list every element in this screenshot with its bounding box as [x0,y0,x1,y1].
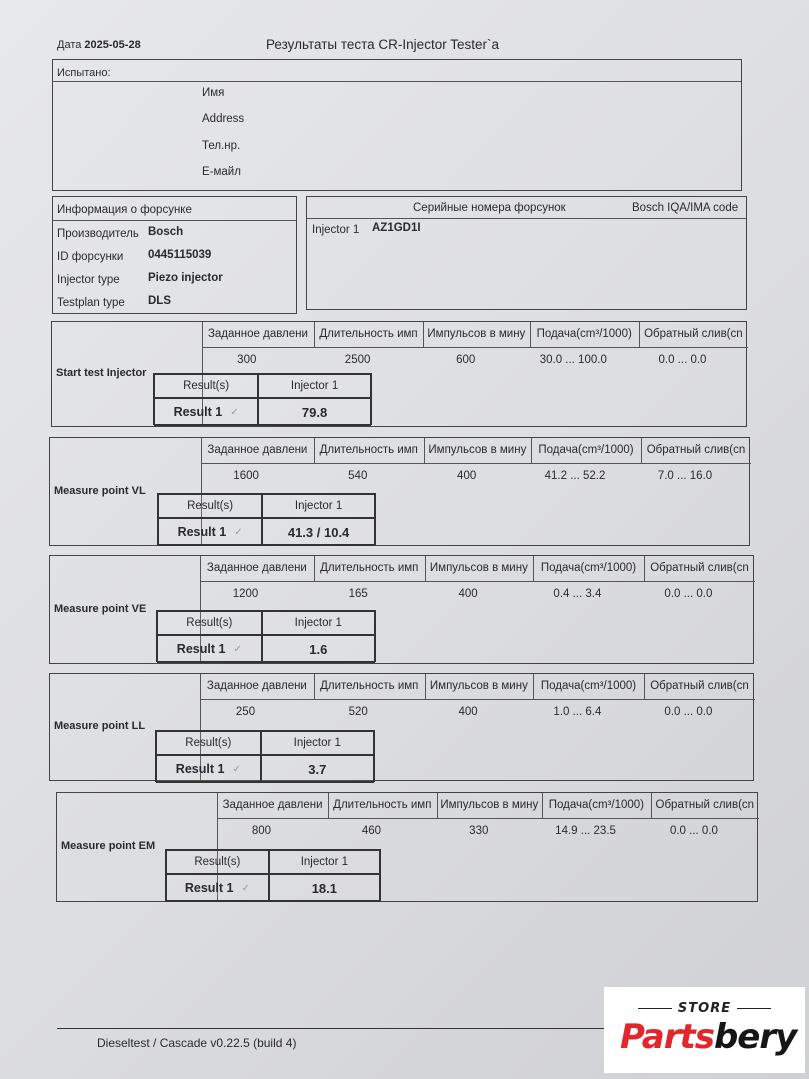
serials-code-title: Bosch IQA/IMA code [632,202,739,214]
result-label [156,755,261,783]
column-value-return: 0.0 ... 0.0 [658,354,707,366]
column-header: Импульсов в мину [427,328,526,340]
column-value-delivery: 41.2 ... 52.2 [544,470,606,482]
column-header: Длительность имп [319,328,418,340]
date-label: Дата [57,39,82,51]
result-value: 3.7 [261,755,374,783]
check-icon: ✓ [233,643,242,655]
result-label-text: Result 1 [175,762,225,776]
tested-field-email: E-майл [202,166,241,178]
column-header: Длительность имп [333,799,432,811]
tested-field-address: Address [202,113,245,125]
column-header: Заданное давлени [207,328,308,340]
test-header-divider [200,699,755,700]
test-header-divider [200,581,755,582]
column-header: Подача(cm³/1000) [548,799,644,811]
logo-store-text: STORE [604,1001,805,1016]
result-value: 1.6 [262,635,375,663]
result-value: 41.3 / 10.4 [262,518,375,546]
check-icon: ✓ [241,882,250,894]
column-header: Длительность имп [320,562,419,574]
result-label [158,518,262,546]
column-value-pressure: 250 [235,706,256,718]
column-value-return: 0.0 ... 0.0 [669,825,718,837]
footer-text: Dieseltest / Cascade v0.22.5 (build 4) [97,1036,297,1050]
test-name: Measure point EM [61,840,156,852]
serials-injector-label: Injector 1 [312,224,360,236]
result-header: Result(s) [166,850,269,874]
column-value-pulses: 600 [456,354,476,366]
date-value: 2025-05-28 [84,39,141,51]
column-header: Обратный слив(cn [650,680,749,692]
result-label [154,398,258,426]
logo-wordmark [620,1017,796,1057]
column-value-pulses: 400 [458,706,478,718]
column-value-duration: 460 [361,825,382,837]
result-label-text: Result 1 [176,642,226,656]
column-value-return: 0.0 ... 0.0 [664,588,713,600]
check-icon: ✓ [230,406,239,418]
result-label [157,635,262,663]
column-header: Подача(cm³/1000) [536,328,632,340]
test-block [49,555,754,664]
info-label-id: ID форсунки [57,251,124,263]
result-value: 79.8 [258,398,371,426]
check-icon: ✓ [234,526,243,538]
test-header-divider [202,347,748,348]
date-line [57,39,141,51]
column-header: Длительность имп [319,444,418,456]
tested-field-phone: Тел.нр. [202,140,241,152]
result-label-text: Result 1 [184,881,234,895]
result-header: Result(s) [156,731,261,755]
injector-header: Injector 1 [262,494,375,518]
column-value-pressure: 300 [237,354,257,366]
serials-injector-code: AZ1GD1I [372,222,421,234]
result-grid [156,610,376,662]
result-value: 18.1 [269,874,380,902]
result-label [166,874,269,902]
column-header: Заданное давлени [206,680,307,692]
column-value-delivery: 14.9 ... 23.5 [555,825,616,837]
column-value-pulses: 400 [457,470,477,482]
info-value-testplan: DLS [148,295,171,307]
info-label-testplan: Testplan type [57,297,125,309]
result-grid [157,493,376,545]
info-value-type: Piezo injector [148,272,223,284]
serials-title: Серийные номера форсунок [413,202,566,214]
column-header: Обратный слив(cn [646,444,746,456]
test-name: Measure point VE [54,602,147,615]
info-value-id: 0445115039 [148,249,212,261]
test-name: Start test Injector [56,367,147,379]
result-header: Result(s) [154,374,258,398]
page-title: Результаты теста CR-Injector Tester`a [266,37,499,52]
column-header: Длительность имп [320,680,419,692]
column-header: Заданное давлени [206,562,307,574]
result-label-text: Result 1 [173,405,223,419]
column-header: Подача(cm³/1000) [538,444,634,456]
column-value-pressure: 1200 [232,588,259,600]
column-header: Обратный слив(cn [644,328,743,340]
result-header: Result(s) [157,611,262,635]
result-grid [165,849,381,901]
column-value-duration: 165 [348,588,368,600]
column-header: Импульсов в мину [429,562,528,574]
info-label-manufacturer: Производитель [57,228,139,240]
column-value-duration: 520 [348,706,368,718]
footer-divider [57,1028,617,1029]
injector-header: Injector 1 [258,374,371,398]
column-value-pressure: 1600 [233,470,259,482]
column-value-pressure: 800 [251,825,272,837]
column-header: Обратный слив(cn [655,799,755,811]
injector-header: Injector 1 [261,731,374,755]
result-header: Result(s) [158,494,262,518]
check-icon: ✓ [232,763,241,775]
info-label-type: Injector type [57,274,120,286]
column-value-duration: 540 [348,470,368,482]
test-name: Measure point LL [54,720,146,732]
column-value-delivery: 0.4 ... 3.4 [553,588,602,600]
column-header: Заданное давлени [207,444,308,456]
result-grid [153,373,372,425]
result-label-text: Result 1 [177,525,227,539]
test-header-divider [201,463,751,464]
test-block [49,437,750,546]
result-grid [155,730,375,782]
column-value-pulses: 330 [469,825,489,837]
tested-field-name: Имя [202,87,225,99]
column-header: Подача(cm³/1000) [540,680,637,692]
column-value-delivery: 30.0 ... 100.0 [539,354,607,366]
logo-word-dark: bery [713,1017,797,1057]
column-header: Подача(cm³/1000) [540,562,637,574]
tested-label: Испытано: [57,67,111,79]
column-value-pulses: 400 [458,588,478,600]
column-header: Импульсов в мину [428,444,527,456]
partsbery-logo [604,987,805,1073]
test-name: Measure point VL [54,484,146,497]
column-header: Обратный слив(cn [650,562,749,574]
test-block [56,792,758,902]
injector-header: Injector 1 [269,850,380,874]
injector-header: Injector 1 [262,611,375,635]
column-header: Импульсов в мину [440,799,539,811]
column-value-return: 7.0 ... 16.0 [657,470,713,482]
column-header: Заданное давлени [222,799,323,811]
info-value-manufacturer: Bosch [148,226,184,238]
logo-word-red: Parts [620,1017,714,1057]
tested-section [52,59,742,191]
column-value-duration: 2500 [344,354,371,366]
test-header-divider [217,818,759,819]
column-value-delivery: 1.0 ... 6.4 [553,706,602,718]
injector-info-title: Информация о форсунке [57,204,192,216]
column-header: Импульсов в мину [429,680,528,692]
column-value-return: 0.0 ... 0.0 [664,706,713,718]
